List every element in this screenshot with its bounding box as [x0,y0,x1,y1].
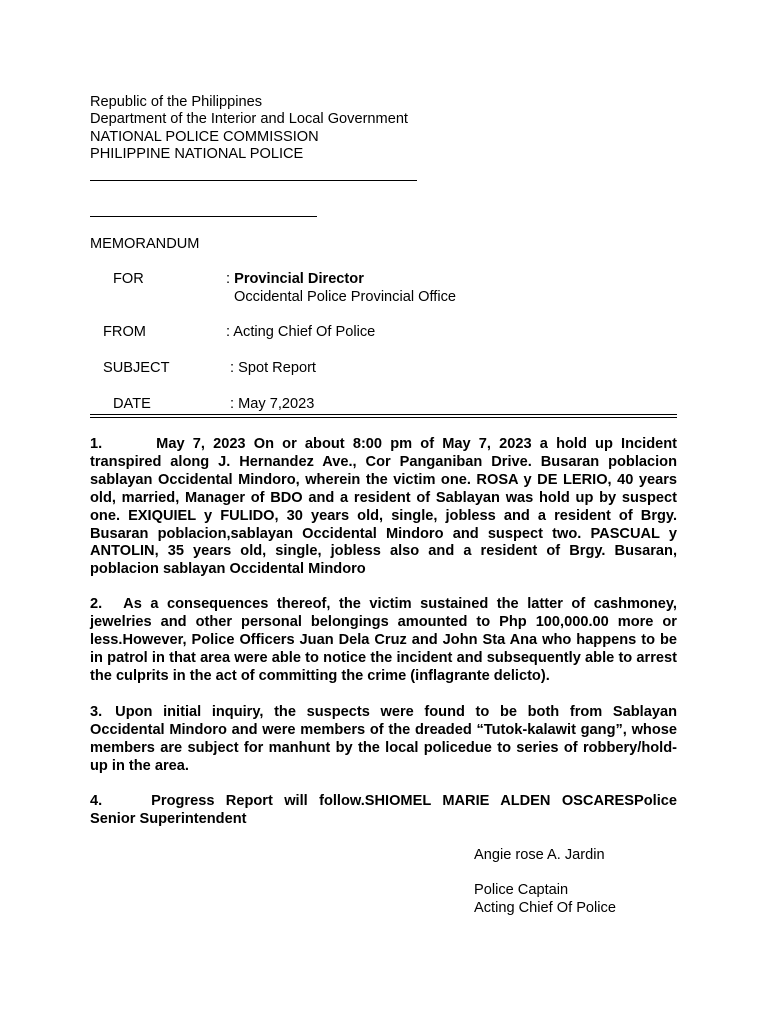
paragraph-2-number: 2. [90,596,103,612]
signature-name: Angie rose A. Jardin [474,847,605,863]
paragraph-3-number: 3. [90,704,103,720]
memo-for-value [226,271,364,289]
paragraph-2-text: As a consequences thereof, the victim sustained the latter of cashmoney, jewelries and other personal belongings amounted to Php 100,000.00 more or less.However, Police Officers Juan Dela Cruz and John Sta Ana who happens to be in patrol in that area were able to notice the incident and subsequently able to arrest the culprits in the act of committing the crime (inflagrante delicto). [90,596,677,684]
memo-title: MEMORANDUM [90,236,200,252]
memo-for-label: FOR [113,271,144,287]
header-underline-long [90,180,417,181]
memo-date-value: : May 7,2023 [230,396,315,412]
paragraph-1-number: 1. [90,436,103,452]
memo-for-colon: : [226,271,235,287]
signature-rank: Police Captain [474,882,569,898]
paragraph-1-text: May 7, 2023 On or about 8:00 pm of May 7, 2023 a hold up Incident transpired along J. Hernandez Ave., Cor Panganiban Drive. Busaran poblacion sablayan Occidental Mindoro, wherein the victim one. ROSA y DE LERIO, 40 years old, married, Manager of BDO and a resident of Sablayan was hold up by suspect one. EXIQUIEL y FULIDO, 30 years old, single, jobless and a resident of Brgy. Busaran poblacion,sablayan Occidental Mindoro and suspect two. PASCUAL y ANTOLIN, 35 years old, single, jobless also and a resident of Brgy. Busaran, poblacion sablayan Occidental Mindoro [90,436,677,578]
header-republic: Republic of the Philippines [90,94,262,110]
paragraph-1 [90,436,677,579]
memo-subject-label: SUBJECT [103,360,170,376]
paragraph-4-number: 4. [90,793,103,809]
memo-for-office: Occidental Police Provincial Office [234,289,456,305]
signature-position: Acting Chief Of Police [474,900,616,916]
paragraph-2 [90,596,677,686]
memo-from-value: : Acting Chief Of Police [226,324,376,340]
memo-from-label: FROM [103,324,146,340]
header-department: Department of the Interior and Local Government [90,111,408,127]
memo-subject-value: : Spot Report [230,360,316,376]
paragraph-4-text: Progress Report will follow.SHIOMEL MARIE ALDEN OSCARESPolice Senior Superintendent [90,793,677,827]
paragraph-3-text: Upon initial inquiry, the suspects were found to be both from Sablayan Occidental Mindoro and were members of the dreaded “Tutok-kalawit gang”, whose members are subject for manhunt by the local policedue to series of robbery/hold-up in the area. [90,704,677,774]
paragraph-3 [90,704,677,776]
paragraph-4 [90,793,677,829]
header-pnp: PHILIPPINE NATIONAL POLICE [90,146,304,162]
memo-double-rule [90,414,677,418]
memo-date-label: DATE [113,396,151,412]
header-napolcom: NATIONAL POLICE COMMISSION [90,129,319,145]
memo-for-recipient: Provincial Director [234,271,364,287]
header-underline-short [90,216,317,217]
